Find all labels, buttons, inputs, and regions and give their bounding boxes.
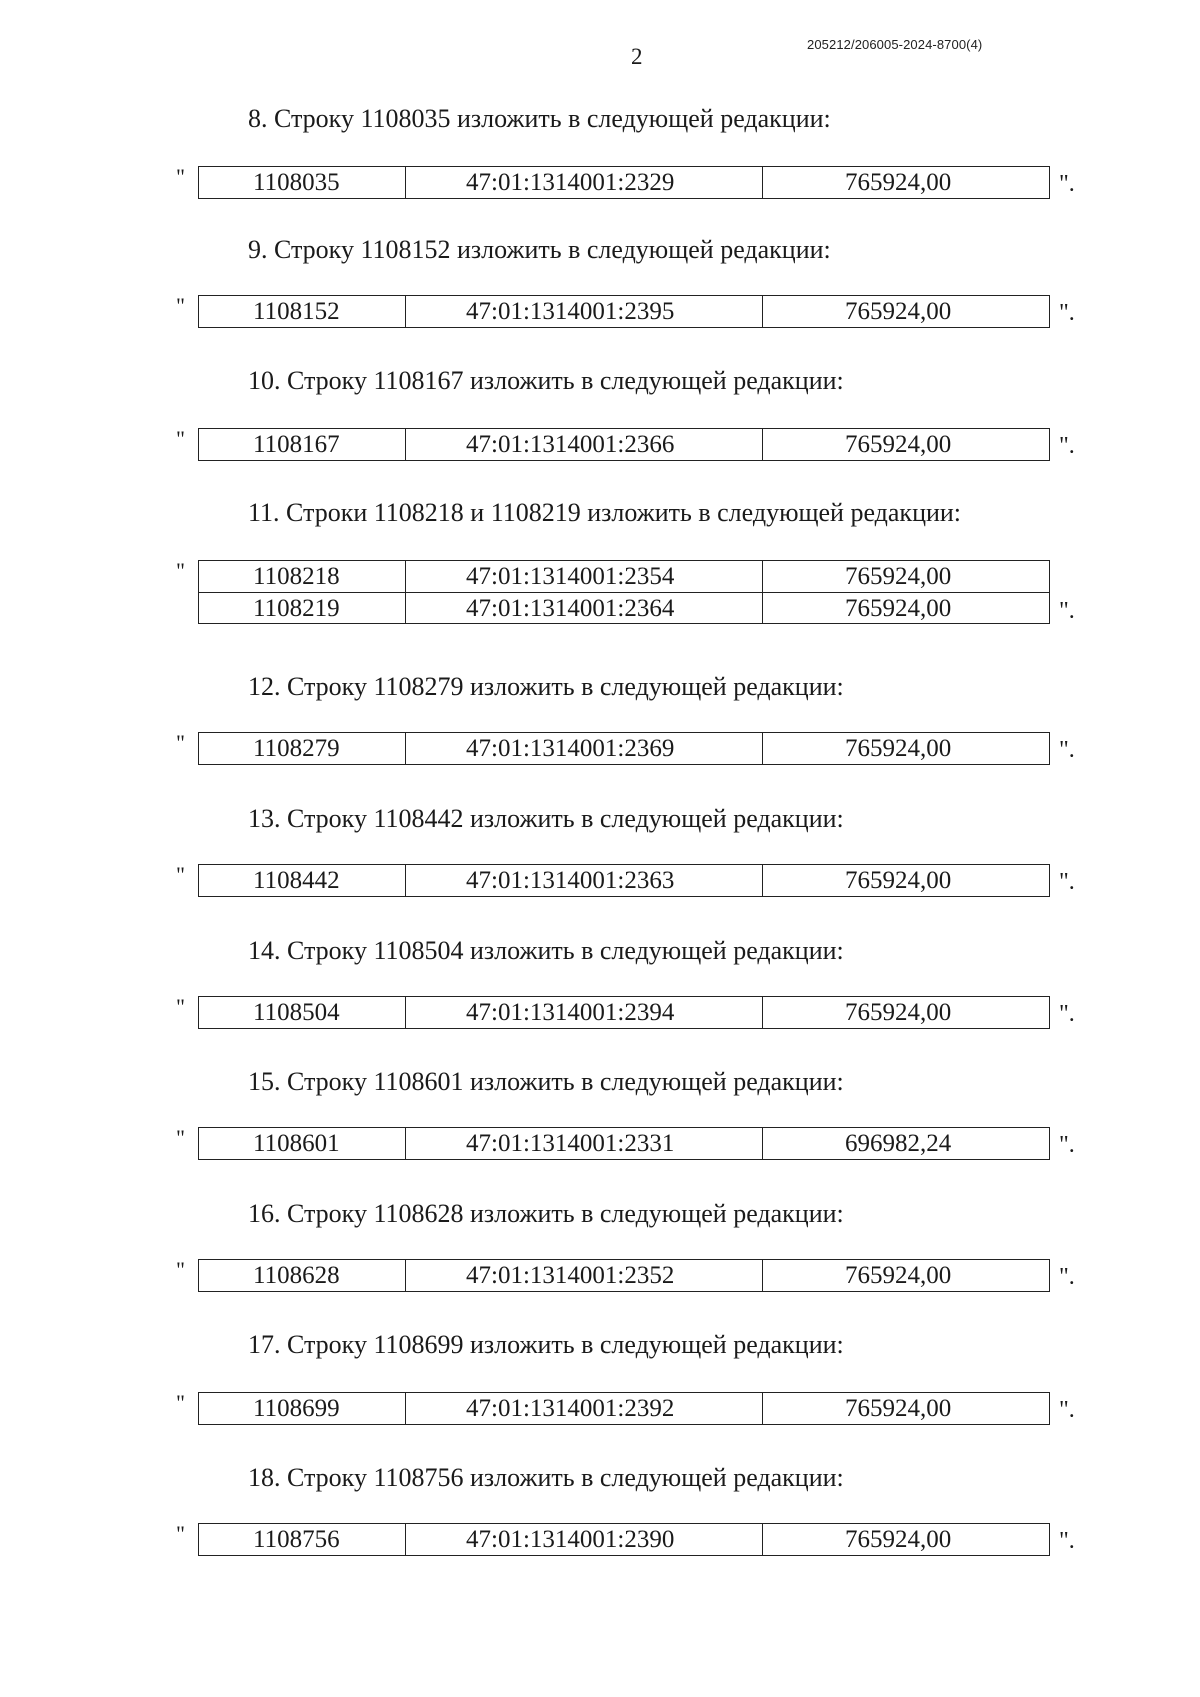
- row-number-cell: 1108628: [199, 1260, 406, 1291]
- row-number-cell: 1108442: [199, 865, 406, 896]
- row-number-cell: 1108167: [199, 429, 406, 460]
- value-cell: 765924,00: [845, 563, 952, 590]
- amendment-table: [198, 295, 1050, 328]
- open-quote: ": [176, 1125, 185, 1150]
- value-cell: 765924,00: [845, 867, 952, 894]
- row-number-cell: 1108218: [199, 561, 406, 592]
- cadastral-number-cell: 47:01:1314001:2352: [406, 1260, 763, 1291]
- table-row: [199, 1128, 1049, 1159]
- table-row: [199, 561, 1049, 592]
- value-cell: 765924,00: [845, 595, 952, 622]
- row-number-cell: 1108279: [199, 733, 406, 764]
- close-quote: ".: [1059, 598, 1075, 624]
- cadastral-number-cell: 47:01:1314001:2394: [406, 997, 763, 1028]
- amendment-table: [198, 1523, 1050, 1556]
- close-quote: ".: [1059, 171, 1075, 197]
- open-quote: ": [176, 558, 185, 583]
- table-row: [199, 1524, 1049, 1555]
- value-cell: 765924,00: [845, 431, 952, 458]
- value-cell: 765924,00: [845, 1526, 952, 1553]
- amendment-instruction: 18. Строку 1108756 изложить в следующей редакции:: [248, 1463, 844, 1492]
- cadastral-number-cell: 47:01:1314001:2366: [406, 429, 763, 460]
- table-row: [199, 296, 1049, 327]
- amendment-table: [198, 166, 1050, 199]
- amendment-instruction: 10. Строку 1108167 изложить в следующей редакции:: [248, 366, 844, 395]
- cadastral-number-cell: 47:01:1314001:2329: [406, 167, 763, 198]
- open-quote: ": [176, 862, 185, 887]
- close-quote: ".: [1059, 869, 1075, 895]
- open-quote: ": [176, 1257, 185, 1282]
- table-row: [199, 997, 1049, 1028]
- cadastral-number-cell: 47:01:1314001:2395: [406, 296, 763, 327]
- amendment-table: [198, 732, 1050, 765]
- close-quote: ".: [1059, 1528, 1075, 1554]
- amendment-table: [198, 1127, 1050, 1160]
- table-row: [199, 733, 1049, 764]
- cadastral-number-cell: 47:01:1314001:2390: [406, 1524, 763, 1555]
- amendment-table: [198, 428, 1050, 461]
- table-row: [199, 429, 1049, 460]
- amendment-instruction: 16. Строку 1108628 изложить в следующей редакции:: [248, 1199, 844, 1228]
- open-quote: ": [176, 1521, 185, 1546]
- amendment-instruction: 13. Строку 1108442 изложить в следующей редакции:: [248, 804, 844, 833]
- cadastral-number-cell: 47:01:1314001:2331: [406, 1128, 763, 1159]
- amendment-instruction: 8. Строку 1108035 изложить в следующей редакции:: [248, 104, 831, 133]
- close-quote: ".: [1059, 1397, 1075, 1423]
- page-number: 2: [631, 44, 643, 69]
- amendment-table: [198, 996, 1050, 1029]
- open-quote: ": [176, 994, 185, 1019]
- table-row: [199, 167, 1049, 198]
- close-quote: ".: [1059, 300, 1075, 326]
- value-cell: 765924,00: [845, 1262, 952, 1289]
- table-row: [199, 592, 1049, 623]
- cadastral-number-cell: 47:01:1314001:2369: [406, 733, 763, 764]
- open-quote: ": [176, 426, 185, 451]
- close-quote: ".: [1059, 1264, 1075, 1290]
- document-id: 205212/206005-2024-8700(4): [807, 37, 983, 52]
- amendment-instruction: 11. Строки 1108218 и 1108219 изложить в следующей редакции:: [248, 498, 962, 527]
- row-number-cell: 1108152: [199, 296, 406, 327]
- amendment-instruction: 17. Строку 1108699 изложить в следующей редакции:: [248, 1330, 844, 1359]
- amendment-table: [198, 1392, 1050, 1425]
- row-number-cell: 1108035: [199, 167, 406, 198]
- amendment-table: [198, 1259, 1050, 1292]
- row-number-cell: 1108699: [199, 1393, 406, 1424]
- open-quote: ": [176, 293, 185, 318]
- cadastral-number-cell: 47:01:1314001:2392: [406, 1393, 763, 1424]
- row-number-cell: 1108601: [199, 1128, 406, 1159]
- value-cell: 765924,00: [845, 298, 952, 325]
- open-quote: ": [176, 164, 185, 189]
- table-row: [199, 1260, 1049, 1291]
- open-quote: ": [176, 730, 185, 755]
- close-quote: ".: [1059, 737, 1075, 763]
- amendment-instruction: 14. Строку 1108504 изложить в следующей редакции:: [248, 936, 844, 965]
- close-quote: ".: [1059, 1001, 1075, 1027]
- amendment-instruction: 15. Строку 1108601 изложить в следующей редакции:: [248, 1067, 844, 1096]
- row-number-cell: 1108504: [199, 997, 406, 1028]
- value-cell: 696982,24: [845, 1130, 952, 1157]
- amendment-table: [198, 560, 1050, 624]
- row-number-cell: 1108756: [199, 1524, 406, 1555]
- value-cell: 765924,00: [845, 169, 952, 196]
- amendment-table: [198, 864, 1050, 897]
- value-cell: 765924,00: [845, 1395, 952, 1422]
- cadastral-number-cell: 47:01:1314001:2364: [406, 593, 763, 623]
- value-cell: 765924,00: [845, 999, 952, 1026]
- cadastral-number-cell: 47:01:1314001:2354: [406, 561, 763, 592]
- close-quote: ".: [1059, 433, 1075, 459]
- row-number-cell: 1108219: [199, 593, 406, 623]
- close-quote: ".: [1059, 1132, 1075, 1158]
- table-row: [199, 1393, 1049, 1424]
- table-row: [199, 865, 1049, 896]
- amendment-instruction: 12. Строку 1108279 изложить в следующей редакции:: [248, 672, 844, 701]
- amendment-instruction: 9. Строку 1108152 изложить в следующей редакции:: [248, 235, 831, 264]
- value-cell: 765924,00: [845, 735, 952, 762]
- open-quote: ": [176, 1390, 185, 1415]
- cadastral-number-cell: 47:01:1314001:2363: [406, 865, 763, 896]
